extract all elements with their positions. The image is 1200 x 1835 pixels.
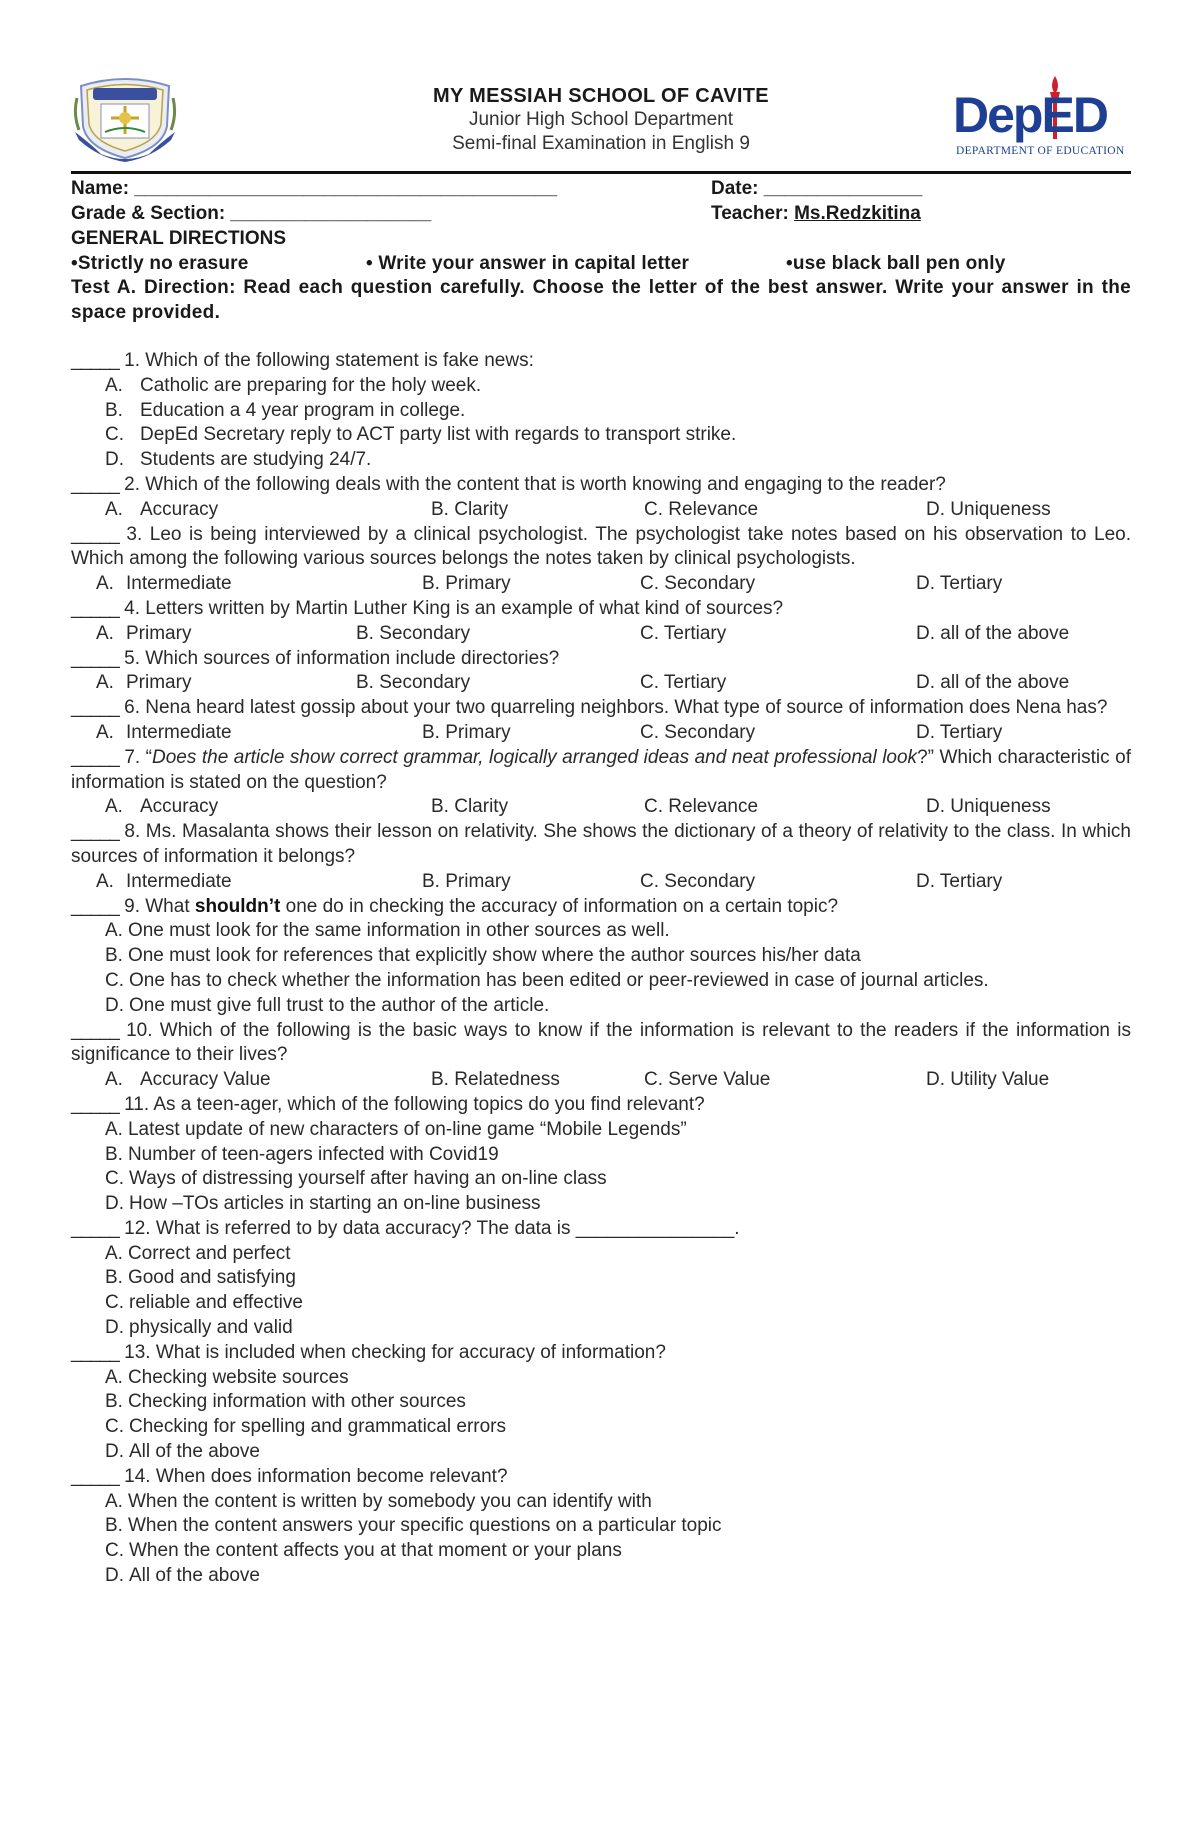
option-d: D. Uniqueness bbox=[926, 796, 1051, 818]
question-10 bbox=[71, 1019, 1131, 1093]
option-c: C. Relevance bbox=[644, 498, 759, 520]
option-a: A. Accuracy bbox=[105, 498, 219, 520]
option-a: A. Intermediate bbox=[96, 870, 232, 892]
question-7 bbox=[71, 746, 1131, 820]
option-d: D. Students are studying 24/7. bbox=[105, 449, 372, 471]
options bbox=[71, 622, 1131, 647]
option-d: D. Uniqueness bbox=[926, 498, 1051, 520]
question-text: 8. Ms. Masalanta shows their lesson on relativity. She shows the dictionary of a theory of relativity to the class. In which sources of information it belongs? bbox=[71, 821, 1131, 867]
option-a: A. Correct and perfect bbox=[105, 1242, 291, 1264]
option-c: C. Secondary bbox=[640, 721, 756, 743]
options bbox=[71, 498, 1131, 523]
options bbox=[71, 1118, 1131, 1217]
option-d: D. all of the above bbox=[916, 672, 1070, 694]
option-c: C. Secondary bbox=[640, 573, 756, 595]
question-6 bbox=[71, 696, 1131, 746]
question-text: 10. Which of the following is the basic ways to know if the information is relevant to the readers if the information is significance to their lives? bbox=[71, 1019, 1131, 1066]
option-a: A. One must look for the same information in other sources as well. bbox=[105, 920, 670, 942]
option-b: B. Good and satisfying bbox=[105, 1267, 296, 1289]
question-14 bbox=[71, 1465, 1131, 1589]
rule-item: •Strictly no erasure bbox=[71, 253, 249, 274]
option-c: C. Tertiary bbox=[640, 672, 727, 694]
options bbox=[71, 1242, 1131, 1341]
option-d: D. physically and valid bbox=[105, 1317, 293, 1339]
question-list bbox=[71, 349, 1131, 1589]
question-text: 5. Which sources of information include directories? bbox=[118, 647, 560, 669]
question-13 bbox=[71, 1341, 1131, 1465]
options bbox=[71, 671, 1131, 696]
option-b: B. When the content answers your specific questions on a particular topic bbox=[105, 1515, 722, 1537]
answer-blank[interactable]: _____ bbox=[71, 1093, 119, 1115]
question-12 bbox=[71, 1217, 1131, 1341]
school-seal-icon bbox=[71, 74, 179, 164]
options bbox=[71, 870, 1131, 895]
question-text: 13. What is included when checking for accuracy of information? bbox=[118, 1341, 666, 1363]
option-b: B. Primary bbox=[422, 573, 511, 595]
option-b: B. Number of teen-agers infected with Covid19 bbox=[105, 1143, 499, 1165]
option-d: D. All of the above bbox=[105, 1565, 260, 1587]
question-text: 2. Which of the following deals with the content that is worth knowing and engaging to the reader? bbox=[118, 473, 946, 495]
option-b: B. Primary bbox=[422, 870, 511, 892]
question-text: 11. As a teen-ager, which of the following topics do you find relevant? bbox=[118, 1093, 705, 1115]
exam-title: Semi-final Examination in English 9 bbox=[452, 133, 750, 154]
question-text-pre: 9. What bbox=[118, 895, 195, 917]
option-d: D. Tertiary bbox=[916, 573, 1003, 595]
option-d: D. Utility Value bbox=[926, 1069, 1050, 1091]
question-text-bold: shouldn’t bbox=[194, 895, 281, 917]
student-info bbox=[71, 176, 1131, 325]
question-text-italic: Does the article show correct grammar, logically arranged ideas and neat professional look bbox=[152, 746, 918, 768]
options bbox=[71, 721, 1131, 746]
options bbox=[71, 374, 1131, 473]
option-c: C. When the content affects you at that moment or your plans bbox=[105, 1540, 622, 1562]
answer-blank[interactable]: _____ bbox=[71, 473, 119, 495]
question-8 bbox=[71, 820, 1131, 894]
question-text-post: one do in checking the accuracy of information on a certain topic? bbox=[280, 895, 839, 917]
option-d: D. How –TOs articles in starting an on-line business bbox=[105, 1193, 541, 1215]
general-directions-title: GENERAL DIRECTIONS bbox=[71, 228, 287, 249]
option-a: A. Accuracy bbox=[105, 796, 219, 818]
option-d: D. One must give full trust to the author of the article. bbox=[105, 994, 550, 1016]
answer-blank[interactable]: _____ bbox=[71, 821, 119, 843]
answer-blank[interactable]: _____ bbox=[71, 895, 119, 917]
grade-section-field: Grade & Section: ___________________ bbox=[71, 203, 432, 224]
options bbox=[71, 795, 1131, 820]
option-d: D. all of the above bbox=[916, 622, 1070, 644]
option-b: B. Clarity bbox=[431, 498, 509, 520]
option-b: B. Secondary bbox=[356, 622, 471, 644]
option-b: B. Checking information with other sources bbox=[105, 1391, 466, 1413]
question-text: 14. When does information become relevant? bbox=[118, 1465, 508, 1487]
question-11 bbox=[71, 1093, 1131, 1217]
option-a: A. Intermediate bbox=[96, 721, 232, 743]
deped-logo-subtext: DEPARTMENT OF EDUCATION bbox=[956, 145, 1125, 157]
date-field: Date: _______________ bbox=[711, 178, 923, 199]
question-1 bbox=[71, 349, 1131, 473]
option-c: C. reliable and effective bbox=[105, 1292, 303, 1314]
teacher-field bbox=[711, 201, 1131, 226]
option-b: B. One must look for references that explicitly show where the author sources his/her data bbox=[105, 945, 861, 967]
options bbox=[71, 1366, 1131, 1465]
option-a: A. When the content is written by somebody you can identify with bbox=[105, 1490, 652, 1512]
option-c: C. Ways of distressing yourself after having an on-line class bbox=[105, 1168, 607, 1190]
answer-blank[interactable]: _____ bbox=[71, 1341, 119, 1363]
question-2 bbox=[71, 473, 1131, 523]
option-a: A. Primary bbox=[96, 672, 192, 694]
teacher-label: Teacher: bbox=[711, 203, 795, 224]
answer-blank[interactable]: _____ bbox=[71, 1217, 119, 1239]
rules-row bbox=[71, 251, 1131, 276]
option-a: A. Primary bbox=[96, 622, 192, 644]
option-d: D. Tertiary bbox=[916, 870, 1003, 892]
header-rule bbox=[71, 171, 1131, 174]
options bbox=[71, 1490, 1131, 1589]
option-c: C. Secondary bbox=[640, 870, 756, 892]
question-text: 4. Letters written by Martin Luther King is an example of what kind of sources? bbox=[118, 597, 784, 619]
option-c: C. One has to check whether the information has been edited or peer-reviewed in case of journal articles. bbox=[105, 969, 989, 991]
option-c: C. DepEd Secretary reply to ACT party list with regards to transport strike. bbox=[105, 424, 737, 446]
answer-blank[interactable]: _____ bbox=[71, 697, 119, 719]
answer-blank[interactable]: _____ bbox=[71, 1019, 119, 1041]
question-4 bbox=[71, 597, 1131, 647]
option-b: B. Primary bbox=[422, 721, 511, 743]
option-c: C. Tertiary bbox=[640, 622, 727, 644]
school-name: MY MESSIAH SCHOOL OF CAVITE bbox=[433, 85, 769, 107]
option-c: C. Checking for spelling and grammatical errors bbox=[105, 1416, 506, 1438]
answer-blank[interactable]: _____ bbox=[71, 647, 119, 669]
test-direction: Test A. Direction: Read each question carefully. Choose the letter of the best answer. Write your answer in the space provided. bbox=[71, 277, 1131, 323]
deped-logo bbox=[951, 70, 1131, 165]
option-c: C. Serve Value bbox=[644, 1069, 771, 1091]
question-text: 3. Leo is being interviewed by a clinical psychologist. The psychologist take notes based on his observation to Leo. Which among the following various sources belongs the notes taken by clinical psychologists. bbox=[71, 523, 1131, 570]
option-b: B. Education a 4 year program in college. bbox=[105, 399, 466, 421]
answer-blank[interactable]: _____ bbox=[71, 746, 119, 768]
question-3 bbox=[71, 523, 1131, 597]
name-field: Name: ________________________________________ bbox=[71, 178, 558, 199]
question-text: 12. What is referred to by data accuracy? The data is _______________. bbox=[118, 1217, 740, 1239]
option-b: B. Clarity bbox=[431, 796, 509, 818]
answer-blank[interactable]: _____ bbox=[71, 597, 119, 619]
option-a: A. Checking website sources bbox=[105, 1366, 349, 1388]
option-a: A. Latest update of new characters of on-line game “Mobile Legends” bbox=[105, 1118, 687, 1140]
option-a: A. Intermediate bbox=[96, 573, 232, 595]
exam-page bbox=[71, 0, 1131, 1589]
options bbox=[71, 919, 1131, 1018]
question-text-pre: 7. “ bbox=[118, 746, 152, 768]
department-name: Junior High School Department bbox=[468, 109, 734, 130]
answer-blank[interactable]: _____ bbox=[71, 350, 119, 371]
option-a: A. Catholic are preparing for the holy week. bbox=[105, 374, 482, 396]
option-b: B. Relatedness bbox=[431, 1069, 560, 1091]
question-text: 6. Nena heard latest gossip about your two quarreling neighbors. What type of source of information does Nena has? bbox=[118, 697, 1108, 719]
header-text bbox=[271, 84, 931, 156]
question-text: 1. Which of the following statement is fake news: bbox=[118, 350, 534, 371]
options bbox=[71, 572, 1131, 597]
options bbox=[71, 1068, 1131, 1093]
option-d: D. Tertiary bbox=[916, 721, 1003, 743]
header bbox=[71, 0, 1131, 176]
answer-blank[interactable]: _____ bbox=[71, 523, 119, 545]
option-b: B. Secondary bbox=[356, 672, 471, 694]
option-d: D. All of the above bbox=[105, 1441, 260, 1463]
deped-logo-text: DepED bbox=[953, 87, 1107, 143]
option-c: C. Relevance bbox=[644, 796, 759, 818]
answer-blank[interactable]: _____ bbox=[71, 1465, 119, 1487]
rule-item: •use black ball pen only bbox=[786, 253, 1006, 274]
rule-item: • Write your answer in capital letter bbox=[366, 253, 690, 274]
question-9 bbox=[71, 895, 1131, 1019]
question-text-post: ?” Which characteristic of information is stated on the question? bbox=[71, 746, 1131, 793]
option-a: A. Accuracy Value bbox=[105, 1069, 271, 1091]
question-5 bbox=[71, 647, 1131, 697]
teacher-name: Ms.Redzkitina bbox=[794, 203, 921, 224]
